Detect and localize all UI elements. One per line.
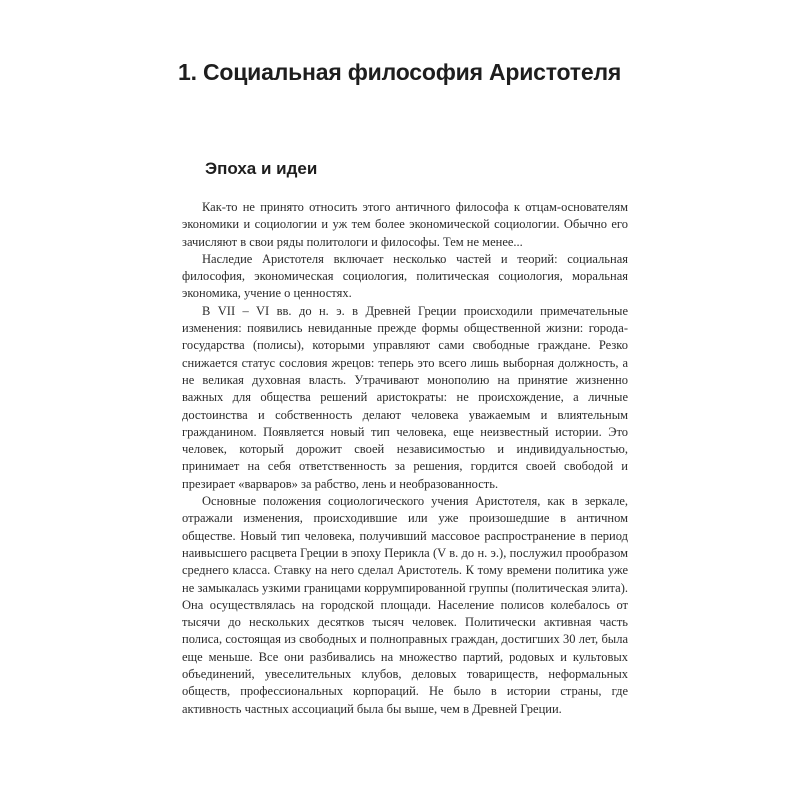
chapter-title: 1. Социальная философия Аристотеля	[178, 59, 622, 85]
paragraph-heritage: Наследие Аристотеля включает несколько частей и теорий: социальная философия, экономическая социология, политическая социология, моральная экономика, учение о ценностях.	[182, 251, 628, 301]
paragraph-sociological-teaching: Основные положения социологического учения Аристотеля, как в зеркале, отражали изменения, происходившие или уже произошедшие в античном обществе. Новый тип человека, получивший массовое распространение в период наивысшего расцвета Греции в эпоху Перикла (V в. до н. э.), послужил прообразом среднего класса. Ставку на него сделал Аристотель. К тому времени политика уже не замыкалась узкими границами коррумпированной группы (политическая элита). Она осуществлялась на городской площади. Население полисов колебалось от тысячи до нескольких десятков тысяч человек. Политически активная часть полиса, состоящая из свободных и полноправных граждан, достигших 30 лет, была еще меньше. Все они разбивались на множество партий, родовых и культовых объединений, увеселительных клубов, деловых товариществ, неформальных обществ, профессиональных корпораций. Не было в истории страны, где активность частных ассоциаций была бы выше, чем в Древней Греции.	[182, 494, 628, 716]
paragraph-greece-changes: В VII – VI вв. до н. э. в Древней Греции происходили примечательные изменения: появились невиданные прежде формы общественной жизни: города-государства (полисы), которыми управляют сами свободные граждане. Резко снижается статус сословия жрецов: теперь это всего лишь выборная должность, а не великая духовная власть. Утрачивают монополию на принятие жизненно важных для общества решений аристократы: не происхождение, а личные достоинства и собственность делают человека уважаемым и влиятельным гражданином. Появляется новый тип человека, еще неизвестный истории. Это человек, который дорожит своей независимостью и индивидуальностью, принимает на себя ответственность за решения, гордится своей свободой и презирает «варваров» за рабство, лень и необразованность.	[182, 303, 628, 491]
paragraph-intro: Как-то не принято относить этого античного философа к отцам-основателям экономики и социологии и уж тем более экономической социологии. Обычно его зачисляют в свои ряды политологи и философы. Тем не менее...	[182, 200, 628, 249]
section-title: Эпоха и идеи	[205, 159, 318, 178]
body-text	[182, 199, 628, 718]
